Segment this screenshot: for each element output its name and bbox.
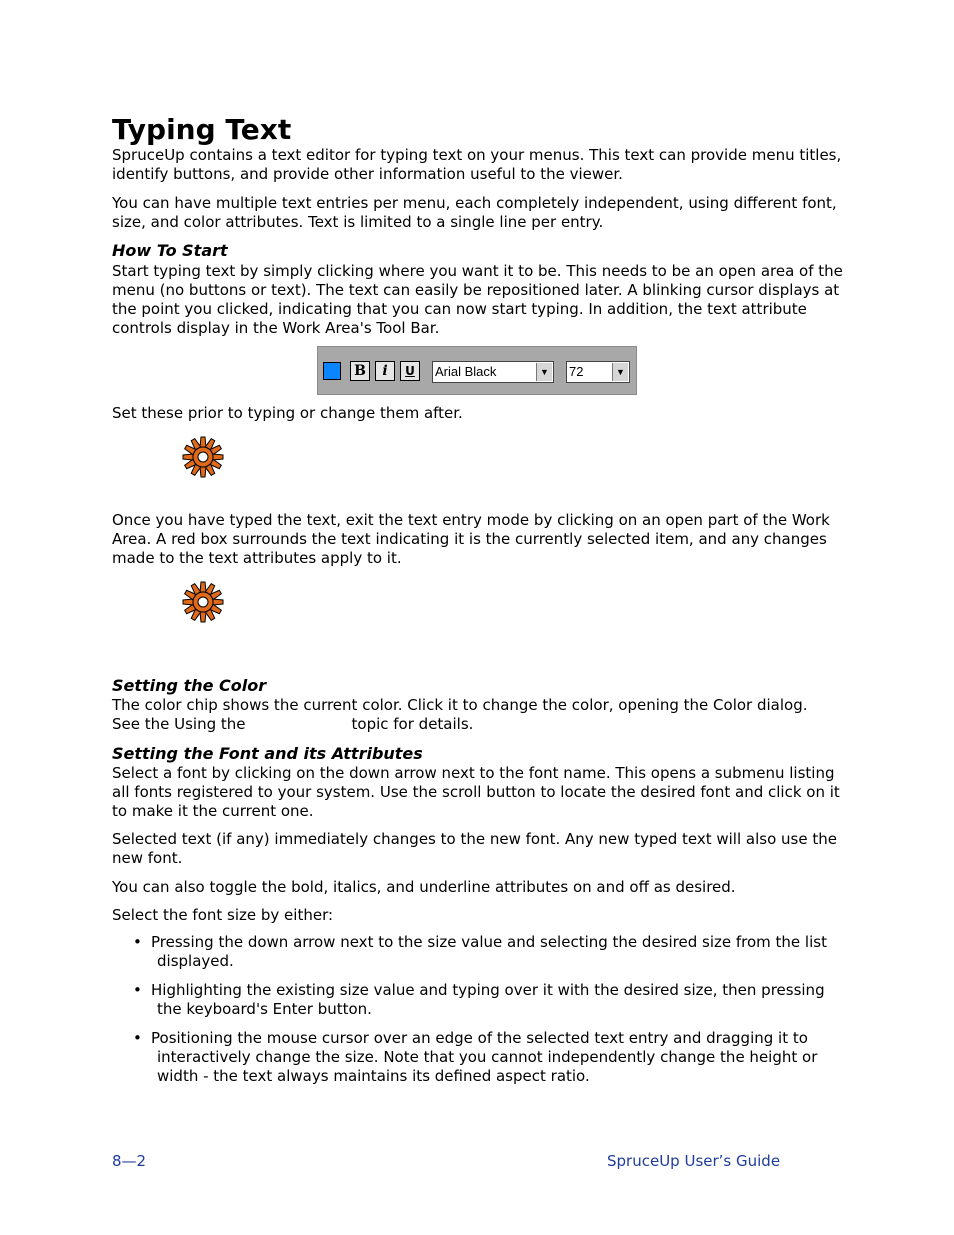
how-to-start-heading: How To Start [112,241,228,260]
page-number: 8—2 [112,1152,147,1170]
setting-color-line-2a: See the Using the [112,715,246,733]
intro-paragraph-2: You can have multiple text entries per menu, each completely independent, using different font, size, and color attributes. Text is limited to a single line per entry. [112,194,837,231]
exit-mode-paragraph: Once you have typed the text, exit the text entry mode by clicking on an open part of the Work Area. A red box surrounds the text indicating it is the currently selected item, and any changes made to the text attributes apply to it. [112,511,830,567]
setting-color-line-2b: topic for details. [351,715,474,733]
after-toolbar-text: Set these prior to typing or change them after. [112,404,463,422]
setting-font-heading: Setting the Font and its Attributes [112,744,423,763]
font-select[interactable] [432,361,554,383]
guide-title: SpruceUp User’s Guide [607,1152,781,1170]
gear-icon [179,435,227,479]
chevron-down-icon[interactable]: ▼ [612,363,628,381]
setting-font-paragraph-1: Select a font by clicking on the down arrow next to the font name. This opens a submenu listing all fonts registered to your system. Use the scroll button to locate the desired font and click on it to make it the current one. [112,764,840,820]
setting-color-line-1: The color chip shows the current color. Click it to change the color, opening the Color dialog. [112,696,808,714]
how-to-start-paragraph: Start typing text by simply clicking where you want it to be. This needs to be an open area of the menu (no buttons or text). The text can easily be repositioned later. A blinking cursor displays at the point you clicked, indicating that you can now start typing. In addition, the text attribute controls display in the Work Area's Tool Bar. [112,262,843,337]
setting-font-paragraph-4: Select the font size by either: [112,906,334,924]
intro-paragraph-1: SpruceUp contains a text editor for typing text on your menus. This text can provide menu titles, identify buttons, and provide other information useful to the viewer. [112,146,842,183]
text-attribute-toolbar [317,346,637,395]
list-item: • Positioning the mouse cursor over an edge of the selected text entry and dragging it to interactively change the size. Note that you cannot independently change the height or width - the text always maintains its defined aspect ratio. [133,1029,818,1085]
list-item: • Pressing the down arrow next to the size value and selecting the desired size from the list displayed. [133,933,827,970]
bold-button[interactable]: B [350,361,370,381]
setting-font-paragraph-3: You can also toggle the bold, italics, and underline attributes on and off as desired. [112,878,736,896]
italic-button[interactable]: i [375,361,395,381]
list-item: • Highlighting the existing size value and typing over it with the desired size, then pressing the keyboard's Enter button. [133,981,825,1018]
color-chip[interactable] [323,362,341,380]
chevron-down-icon[interactable]: ▼ [536,363,552,381]
setting-font-paragraph-2: Selected text (if any) immediately changes to the new font. Any new typed text will also use the new font. [112,830,837,867]
font-select-value: Arial Black [435,364,497,379]
gear-icon [179,580,227,624]
size-select-value: 72 [569,364,584,379]
setting-color-line-2 [112,715,847,734]
page-title: Typing Text [112,113,292,146]
size-select[interactable] [566,361,630,383]
setting-color-heading: Setting the Color [112,676,267,695]
font-size-options-list [112,933,847,1096]
underline-button[interactable]: U [400,361,420,381]
